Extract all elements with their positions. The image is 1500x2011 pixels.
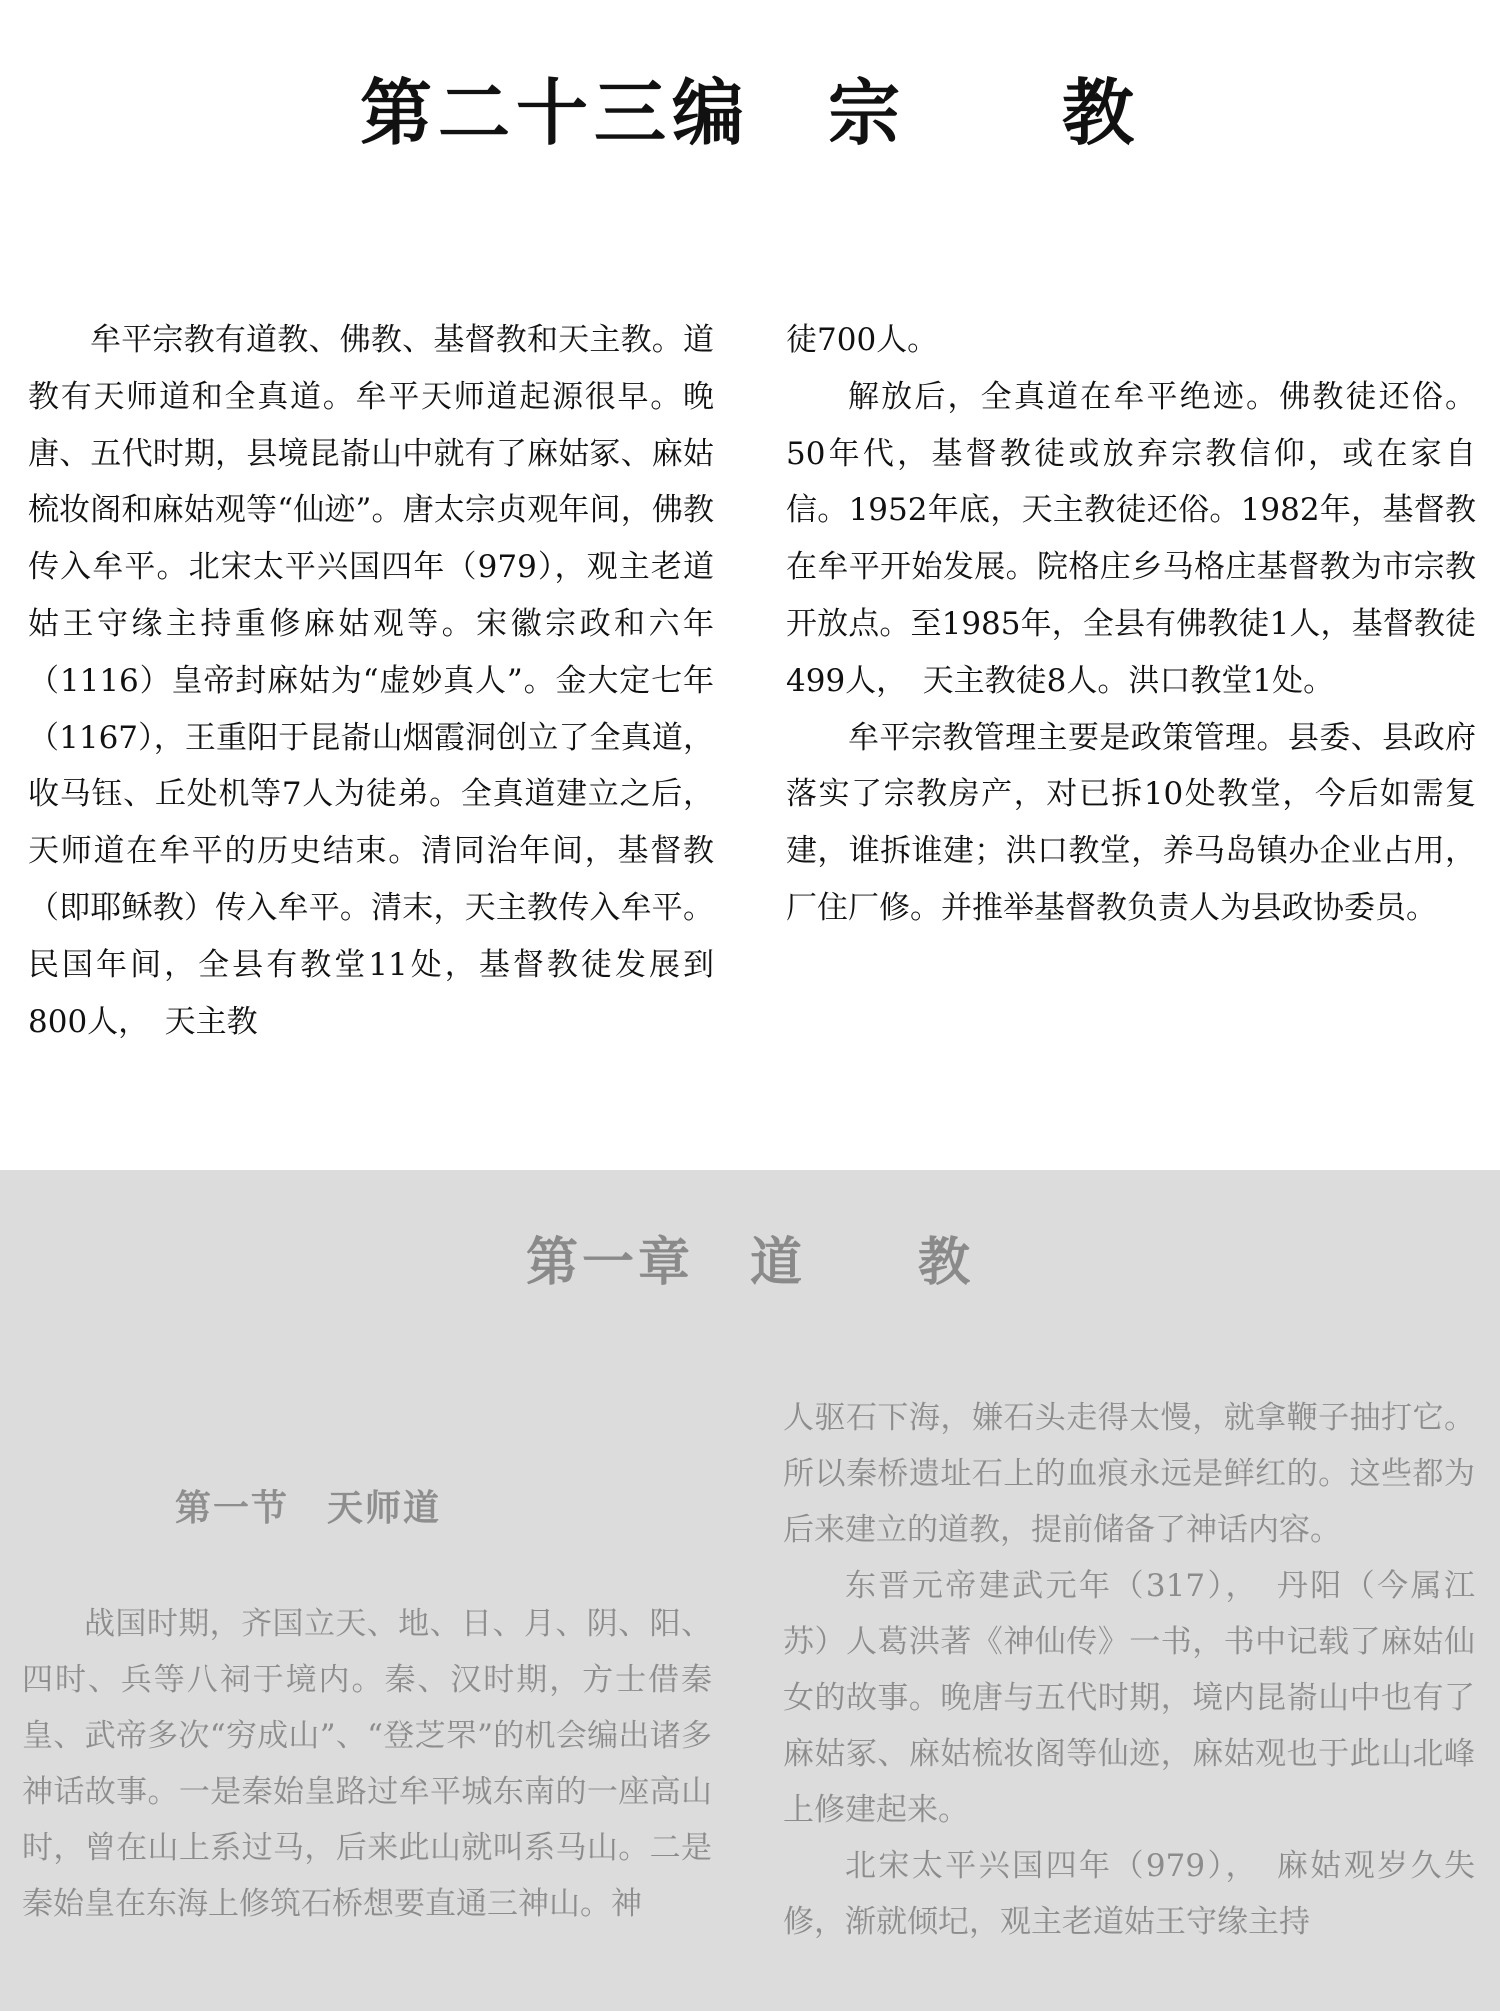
intro-paragraph-1: 牟平宗教有道教、佛教、基督教和天主教。道教有天师道和全真道。牟平天师道起源很早。晚唐、五代时期，县境昆嵛山中就有了麻姑冢、麻姑梳妆阁和麻姑观等“仙迹”。唐太宗贞观年间，佛教传入牟平。北宋太平兴国四年（979），观主老道姑王守缘主持重修麻姑观等。宋徽宗政和六年（1116）皇帝封麻姑为“虚妙真人”。金大定七年（1167），王重阳于昆嵛山烟霞洞创立了全真道，收马钰、丘处机等7人为徒弟。全真道建立之后，天师道在牟平的历史结束。清同治年间，基督教（即耶稣教）传入牟平。清末，天主教传入牟平。民国年间，全县有教堂11处，基督教徒发展到800人， 天主教 [28,322,714,1040]
chapter-left-column [22,1596,712,1932]
chapter-continuation: 人驱石下海，嫌石头走得太慢，就拿鞭子抽打它。所以秦桥遗址石上的血痕永远是鲜红的。这些都为后来建立的道教，提前储备了神话内容。 [783,1400,1475,1548]
intro-left-column [28,312,714,1050]
chapter-paragraph-2: 东晋元帝建武元年（317）， 丹阳（今属江苏）人葛洪著《神仙传》一书，书中记载了麻姑仙女的故事。晚唐与五代时期，境内昆嵛山中也有了麻姑冢、麻姑梳妆阁等仙迹，麻姑观也于此山北峰上修建起来。 [783,1568,1475,1828]
chapter-paragraph-1: 战国时期，齐国立天、地、日、月、阴、阳、四时、兵等八祠于境内。秦、汉时期，方士借秦皇、武帝多次“穷成山”、“登芝罘”的机会编出诸多神话故事。一是秦始皇路过牟平城东南的一座高山时，曾在山上系过马，后来此山就叫系马山。二是秦始皇在东海上修筑石桥想要直通三神山。神 [22,1606,712,1922]
page-title: 第二十三编 宗 教 [359,71,1140,155]
chapter-page-preview [0,1170,1500,2011]
chapter-right-column [783,1390,1475,1950]
section-title: 第一节 天师道 [175,1487,442,1529]
intro-right-column [786,312,1476,937]
chapter-title: 第一章 道 教 [525,1233,974,1293]
intro-paragraph-3: 牟平宗教管理主要是政策管理。县委、县政府落实了宗教房产，对已拆10处教堂，今后如需复建，谁拆谁建；洪口教堂，养马岛镇办企业占用，厂住厂修。并推举基督教负责人为县政协委员。 [786,719,1476,926]
chapter-paragraph-3: 北宋太平兴国四年（979）， 麻姑观岁久失修，渐就倾圮，观主老道姑王守缘主持 [783,1848,1475,1940]
intro-continuation: 徒700人。 [786,322,939,358]
intro-paragraph-2: 解放后，全真道在牟平绝迹。佛教徒还俗。50年代，基督教徒或放弃宗教信仰，或在家自信。1952年底，天主教徒还俗。1982年，基督教在牟平开始发展。院格庄乡马格庄基督教为市宗教开放点。至1985年，全县有佛教徒1人，基督教徒499人， 天主教徒8人。洪口教堂1处。 [786,378,1476,699]
